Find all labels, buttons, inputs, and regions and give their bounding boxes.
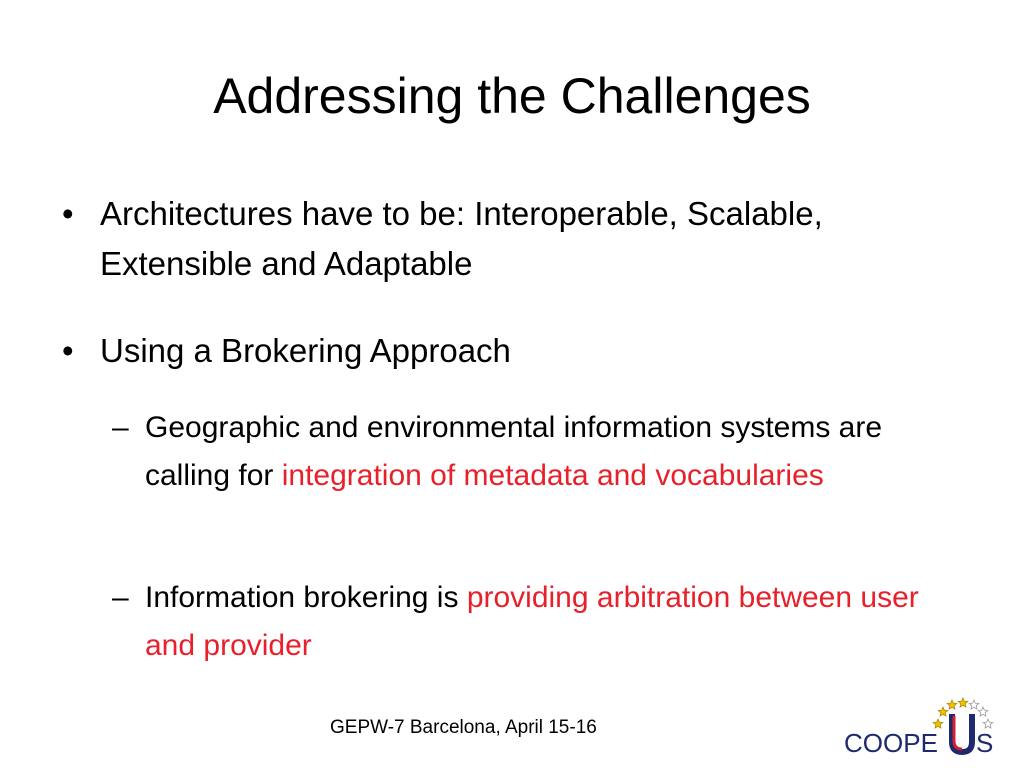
bullet-marker: • bbox=[62, 332, 74, 369]
logo-star bbox=[933, 719, 943, 728]
sub-bullet-item bbox=[112, 574, 945, 670]
sub-bullet-highlight: integration of metadata and vocabularies bbox=[281, 459, 824, 492]
slide-footer: GEPW-7 Barcelona, April 15-16 bbox=[330, 717, 597, 738]
sub-bullet-text: Information brokering is bbox=[145, 581, 467, 614]
sub-bullet-highlight: providing arbitration between user and provider bbox=[145, 581, 919, 662]
logo-star bbox=[958, 698, 968, 707]
bullet-item bbox=[62, 189, 880, 289]
logo-star bbox=[947, 700, 957, 709]
coopeus-logo bbox=[842, 694, 1002, 762]
sub-bullet-item bbox=[112, 404, 975, 500]
logo-star bbox=[969, 700, 979, 709]
logo-star bbox=[978, 707, 988, 716]
sub-bullet-text: Geographic and environmental information systems are calling for bbox=[145, 411, 883, 492]
bullet-text: Architectures have to be: Interoperable, Scalable, Extensible and Adaptable bbox=[100, 195, 823, 282]
sub-bullet-marker: – bbox=[112, 411, 129, 444]
logo-text: COOPE bbox=[844, 728, 938, 758]
sub-bullet-marker: – bbox=[112, 581, 129, 614]
bullet-text: Using a Brokering Approach bbox=[100, 332, 511, 369]
logo-star bbox=[938, 707, 948, 716]
eu-stars-icon bbox=[842, 694, 1002, 762]
bullet-marker: • bbox=[62, 195, 74, 232]
logo-star bbox=[983, 719, 993, 728]
logo-text-s: S bbox=[976, 728, 994, 758]
bullet-item bbox=[62, 326, 880, 376]
slide-title: Addressing the Challenges bbox=[213, 68, 811, 124]
